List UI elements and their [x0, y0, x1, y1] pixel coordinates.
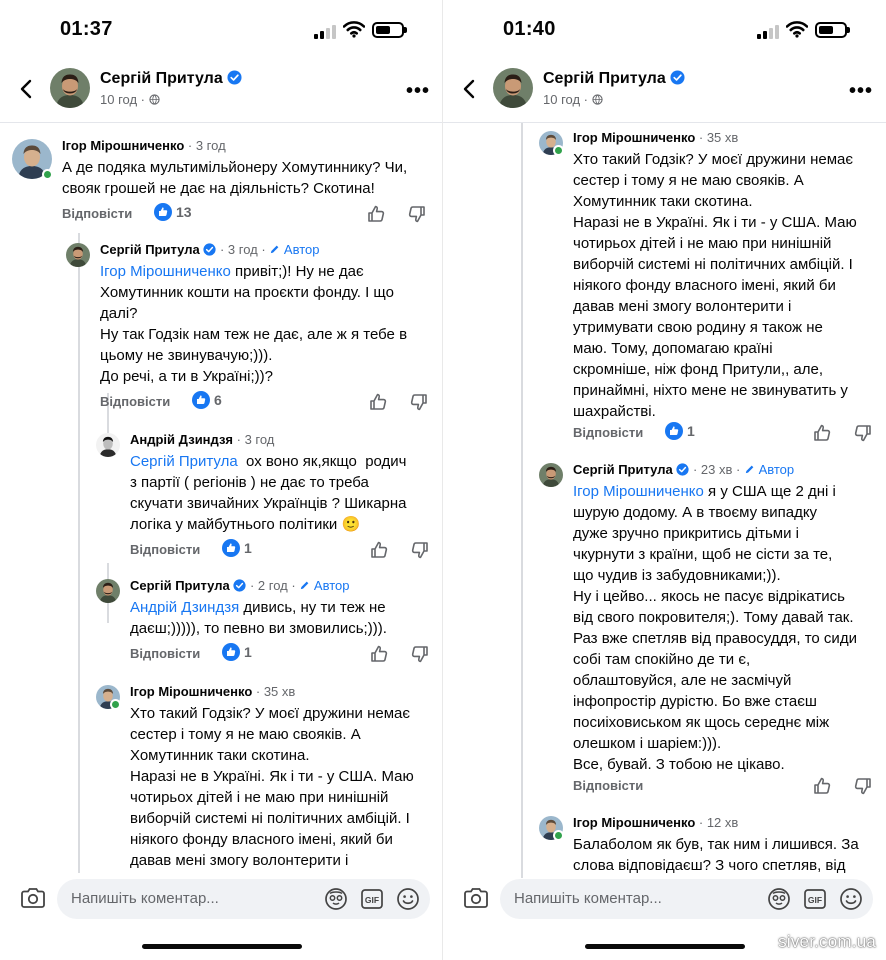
- comment-author[interactable]: Ігор Мірошниченко: [573, 815, 696, 830]
- author-badge-text: Автор: [313, 578, 350, 593]
- reply-button[interactable]: Відповісти: [130, 646, 201, 661]
- comment-author[interactable]: Сергій Притула: [100, 242, 200, 257]
- like-reaction-icon: [192, 391, 210, 409]
- comment-header: Сергій Притула · 2 год · Автор: [130, 578, 350, 593]
- comment-time: · 3 год: [184, 138, 226, 153]
- comment-header: Сергій Притула · 3 год · Автор: [100, 242, 320, 257]
- page-name-text: Сергій Притула: [100, 70, 223, 87]
- page-avatar[interactable]: [50, 68, 90, 108]
- like-count[interactable]: [665, 422, 695, 440]
- online-status-icon: [553, 830, 564, 841]
- post-age-text: 10 год: [100, 92, 138, 107]
- back-arrow-icon[interactable]: [459, 78, 481, 100]
- comment-input-placeholder: Напишіть коментар...: [514, 890, 662, 907]
- back-arrow-icon[interactable]: [16, 78, 38, 100]
- wifi-icon: [786, 20, 808, 38]
- comment-body: А де подяка мультимільйонеру Хомутиннику? Чи, свояк грошей не дає на діяльність? Скотина!: [62, 159, 408, 197]
- comment-body: ох воно як,якщо родич з партії ( регіонів ) не дає то треба скучати звичайних Українців ? Шикарна логіка у майбутнього політики 🙂: [130, 453, 407, 533]
- like-reaction-icon: [154, 203, 172, 221]
- comment-header: [62, 138, 226, 153]
- comment-composer: [443, 877, 886, 921]
- home-indicator: [142, 944, 302, 949]
- comment-header: [130, 684, 295, 699]
- camera-icon[interactable]: [463, 887, 489, 909]
- comment-header: Сергій Притула · 23 хв · Автор: [573, 462, 795, 477]
- panel-divider: [442, 0, 443, 960]
- reply-button[interactable]: Відповісти: [100, 394, 171, 409]
- thumbs-down-icon[interactable]: [853, 776, 873, 796]
- author-badge: [744, 462, 794, 477]
- verified-badge-icon: [673, 464, 690, 479]
- comment-input[interactable]: [500, 879, 873, 919]
- battery-icon: [815, 22, 847, 38]
- online-status-icon: [553, 145, 564, 156]
- commenter-avatar[interactable]: [66, 243, 90, 267]
- svg-text:GIF: GIF: [364, 895, 380, 905]
- verified-badge-icon: [200, 244, 217, 259]
- comment-time-text: 12 хв: [706, 815, 739, 830]
- cellular-signal-icon: [757, 23, 781, 39]
- comment-time: · 35 хв: [252, 684, 296, 699]
- comment-text: [130, 703, 414, 871]
- emoji-icon[interactable]: [396, 887, 420, 911]
- comment-actions: [573, 775, 886, 797]
- thumbs-up-icon[interactable]: [812, 423, 832, 443]
- pencil-icon: [269, 242, 280, 257]
- commenter-avatar[interactable]: [96, 579, 120, 603]
- thread-connector: [521, 123, 523, 878]
- gif-icon[interactable]: [803, 887, 827, 911]
- comment-body: Хто такий Годзік? У моєї дружини немає сестер і тому я не маю свояків. А Хомутинник таки скотина. Наразі не в Україні. Як і ти - у США. Маю чотирьох дітей і не маю при нинішній виборчій системі ні політичних амбіцій. І ніякого фонду власного імені, який би давав мені змогу волонтерити і утримувати свою родину я також не маю. Тому, допомагаю країні скромніше, ніж фонд Притули,, але, принаймні, ніхто мене не звинуватить у шахрайстві.: [573, 151, 857, 420]
- commenter-avatar[interactable]: [539, 463, 563, 487]
- reply-button[interactable]: Відповісти: [130, 542, 201, 557]
- online-status-icon: [110, 699, 121, 710]
- comment-time-text: 35 хв: [706, 130, 739, 145]
- comment-actions: [62, 203, 422, 225]
- comment-header: [573, 815, 738, 830]
- comment-actions: [573, 422, 886, 444]
- like-count[interactable]: [222, 539, 252, 557]
- comment-time-text: 3 год: [227, 242, 258, 257]
- verified-badge-icon: [230, 580, 247, 595]
- status-bar: [0, 14, 443, 48]
- globe-icon: [592, 92, 603, 107]
- status-time: 01:37: [60, 18, 113, 40]
- page-name-text: Сергій Притула: [543, 70, 666, 87]
- page-avatar[interactable]: [493, 68, 533, 108]
- comment-time: · 12 хв: [695, 815, 739, 830]
- thumbs-up-icon[interactable]: [812, 776, 832, 796]
- thumbs-down-icon[interactable]: [410, 540, 430, 560]
- post-header: [0, 62, 443, 118]
- comment-text: [573, 481, 857, 775]
- like-reaction-icon: [665, 422, 683, 440]
- comment-time: · 3 год: [233, 432, 275, 447]
- comment-body: Балаболом як був, так ним і лишився. За слова відповідаєш? З чого спетляв, від: [573, 836, 859, 874]
- comment-text: [130, 597, 387, 639]
- comment-author[interactable]: Ігор Мірошниченко: [62, 138, 185, 153]
- like-count[interactable]: [154, 203, 192, 221]
- like-count[interactable]: [222, 643, 252, 661]
- gif-icon[interactable]: [360, 887, 384, 911]
- comment-author[interactable]: Ігор Мірошниченко: [130, 684, 253, 699]
- comment-body: привіт;)! Ну не дає Хомутинник кошти на проєкти фонду. І що далі? Ну так Годзік нам теж не дає, але ж я тебе в цьому не звинувачую;))). До речі, а ти в Україні;))?: [100, 263, 408, 385]
- page-name[interactable]: [100, 70, 242, 90]
- thumbs-down-icon[interactable]: [853, 423, 873, 443]
- comment-time-text: 2 год: [257, 578, 288, 593]
- thumbs-down-icon[interactable]: [407, 204, 427, 224]
- comment-thread: [0, 123, 443, 878]
- post-age: 10 год ·: [100, 92, 160, 107]
- like-count-text: 1: [244, 540, 252, 556]
- post-header: [443, 62, 886, 118]
- verified-badge-icon: [227, 70, 242, 90]
- mention-link[interactable]: Сергій Притула: [130, 453, 238, 470]
- comment-body: я у США ще 2 дні і шурую додому. А в твоєму випадку дуже зручно прикритись дітьми і чкурнути з країни, щоб не сісти за те, що чудив із забудовниками;)). Ну і цейво... якось не пасує відрікатись від свого покровителя;). Тому давай так. Раз вже спетляв від правосуддя, то сиди собі там спокійно де ти є, облаштовуйся, але не засмічуй інфопростір дурістю. Бо вже стаєш посиіховиськом як щось середнє між олешком і шаріем:))). Все, бувай. З тобою не цікаво.: [573, 483, 857, 773]
- watermark: siver.com.ua: [778, 932, 876, 951]
- thumbs-down-icon[interactable]: [409, 392, 429, 412]
- thread-connector: [78, 233, 80, 873]
- mention-link[interactable]: Ігор Мірошниченко: [573, 483, 704, 500]
- like-count-text: 6: [214, 392, 222, 408]
- comment-header: [573, 130, 738, 145]
- svg-text:GIF: GIF: [807, 895, 823, 905]
- comment-text: [100, 261, 407, 387]
- commenter-avatar[interactable]: [539, 131, 563, 155]
- camera-icon[interactable]: [20, 887, 46, 909]
- comment-text: [130, 451, 407, 535]
- post-age-text: 10 год: [543, 92, 581, 107]
- comment-author[interactable]: Ігор Мірошниченко: [573, 130, 696, 145]
- comment-header: [130, 432, 274, 447]
- like-count-text: 1: [687, 423, 695, 439]
- author-badge-text: Автор: [758, 462, 795, 477]
- comment-text: [62, 157, 407, 199]
- comment-author[interactable]: Сергій Притула: [573, 462, 673, 477]
- comment-body: Хто такий Годзік? У моєї дружини немає сестер і тому я не маю свояків. А Хомутинник таки скотина. Наразі не в Україні. Як і ти - у США. Маю чотирьох дітей і не маю при нинішній виборчій системі ні політичних амбіцій. І ніякого фонду власного імені, який би давав мені змогу волонтерити і: [130, 705, 414, 869]
- emoji-icon[interactable]: [839, 887, 863, 911]
- comment-text: [573, 149, 857, 422]
- comment-time: · 35 хв: [695, 130, 739, 145]
- pencil-icon: [299, 578, 310, 593]
- commenter-avatar[interactable]: [96, 433, 120, 457]
- thumbs-up-icon[interactable]: [369, 540, 389, 560]
- comment-body: дивись, ну ти теж не даєш;))))), то певно ви змовились;))).: [130, 599, 387, 637]
- avatar-sticker-icon[interactable]: [324, 887, 348, 911]
- comment-author[interactable]: Андрій Дзиндзя: [130, 432, 233, 447]
- battery-icon: [372, 22, 404, 38]
- screenshot-right: [443, 0, 886, 960]
- like-count-text: 13: [176, 204, 192, 220]
- author-badge: [299, 578, 349, 593]
- comment-time: · 3 год: [216, 242, 258, 257]
- comment-thread: [443, 123, 886, 878]
- comment-actions: [100, 391, 443, 413]
- thumbs-up-icon[interactable]: [368, 392, 388, 412]
- like-reaction-icon: [222, 643, 240, 661]
- author-badge: [269, 242, 319, 257]
- more-options-icon[interactable]: •••: [406, 80, 431, 102]
- status-bar: [443, 14, 886, 48]
- comment-composer: [0, 877, 443, 921]
- commenter-avatar[interactable]: [539, 816, 563, 840]
- online-status-icon: [42, 169, 53, 180]
- cellular-signal-icon: [314, 23, 338, 39]
- reply-button[interactable]: Відповісти: [573, 778, 644, 793]
- comment-actions: [130, 539, 443, 561]
- avatar-sticker-icon[interactable]: [767, 887, 791, 911]
- thumbs-down-icon[interactable]: [410, 644, 430, 664]
- comment-text: [573, 834, 859, 876]
- comment-time-text: 3 год: [195, 138, 226, 153]
- post-age: 10 год ·: [543, 92, 603, 107]
- more-options-icon[interactable]: •••: [849, 80, 874, 102]
- author-badge-text: Автор: [283, 242, 320, 257]
- status-time: 01:40: [503, 18, 556, 40]
- comment-time-text: 23 хв: [700, 462, 733, 477]
- home-indicator: [585, 944, 745, 949]
- comment-input[interactable]: [57, 879, 430, 919]
- commenter-avatar[interactable]: [12, 139, 52, 179]
- wifi-icon: [343, 20, 365, 38]
- verified-badge-icon: [670, 70, 685, 90]
- comment-time: · 23 хв: [689, 462, 733, 477]
- like-count-text: 1: [244, 644, 252, 660]
- reply-button[interactable]: Відповісти: [62, 206, 133, 221]
- comment-actions: [130, 643, 443, 665]
- thumbs-up-icon[interactable]: [366, 204, 386, 224]
- comment-author[interactable]: Сергій Притула: [130, 578, 230, 593]
- mention-link[interactable]: Андрій Дзиндзя: [130, 599, 240, 616]
- pencil-icon: [744, 462, 755, 477]
- mention-link[interactable]: Ігор Мірошниченко: [100, 263, 231, 280]
- page-name[interactable]: [543, 70, 685, 90]
- comment-time: · 2 год: [246, 578, 288, 593]
- commenter-avatar[interactable]: [96, 685, 120, 709]
- comment-time-text: 3 год: [244, 432, 275, 447]
- globe-icon: [149, 92, 160, 107]
- comment-time-text: 35 хв: [263, 684, 296, 699]
- reply-button[interactable]: Відповісти: [573, 425, 644, 440]
- like-count[interactable]: [192, 391, 222, 409]
- comment-input-placeholder: Напишіть коментар...: [71, 890, 219, 907]
- like-reaction-icon: [222, 539, 240, 557]
- thumbs-up-icon[interactable]: [369, 644, 389, 664]
